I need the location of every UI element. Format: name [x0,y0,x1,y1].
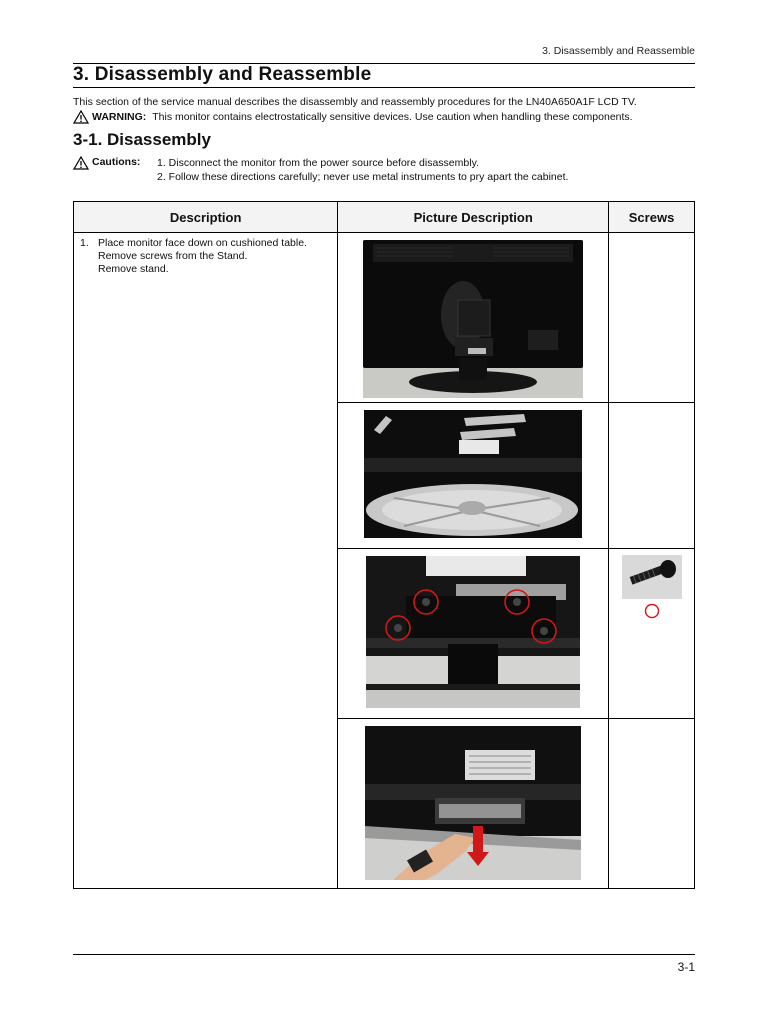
footer-rule [73,954,695,955]
screw-photo [622,555,682,599]
picture-cell [338,233,609,403]
subsection-title: 3-1. Disassembly [73,130,211,149]
caution-item: 1. Disconnect the monitor from the power source before disassembly. [157,157,479,169]
caution-item: 2. Follow these directions carefully; never use metal instruments to pry apart the cabinet. [157,171,569,183]
warning-line [73,110,633,124]
stand-base-photo [364,410,582,538]
cautions-label: Cautions: [92,156,141,168]
intro-text: This section of the service manual describes the disassembly and reassembly procedures for the LN40A650A1F LCD TV. [73,96,637,108]
cautions-block [73,156,568,184]
warning-text: This monitor contains electrostatically sensitive devices. Use caution when handling these components. [152,111,633,123]
picture-cell [338,403,609,549]
step-number: 1. [80,237,89,249]
screws-cell [609,549,695,719]
picture-cell [338,549,609,719]
remove-stand-photo [365,726,581,880]
screw-marker-icon [644,603,660,619]
tv-rear-photo [363,240,583,398]
header-description: Description [74,202,338,233]
warning-triangle-icon [73,110,89,124]
step-line: Place monitor face down on cushioned table. [98,237,307,249]
page-number: 3-1 [677,960,695,974]
screws-cell [609,403,695,549]
step-description-cell [74,233,338,889]
disassembly-table [73,201,695,889]
header-screws: Screws [609,202,695,233]
section-title: 3. Disassembly and Reassemble [73,64,372,85]
running-head: 3. Disassembly and Reassemble [542,45,695,57]
step-line: Remove screws from the Stand. [98,250,248,262]
screws-cell [609,233,695,403]
stand-screws-photo [366,556,580,708]
warning-label: WARNING: [92,111,147,123]
screws-cell [609,719,695,889]
title-rule [73,87,695,88]
caution-triangle-icon [73,156,89,170]
step-line: Remove stand. [98,263,169,275]
header-picture-description: Picture Description [338,202,609,233]
picture-cell [338,719,609,889]
